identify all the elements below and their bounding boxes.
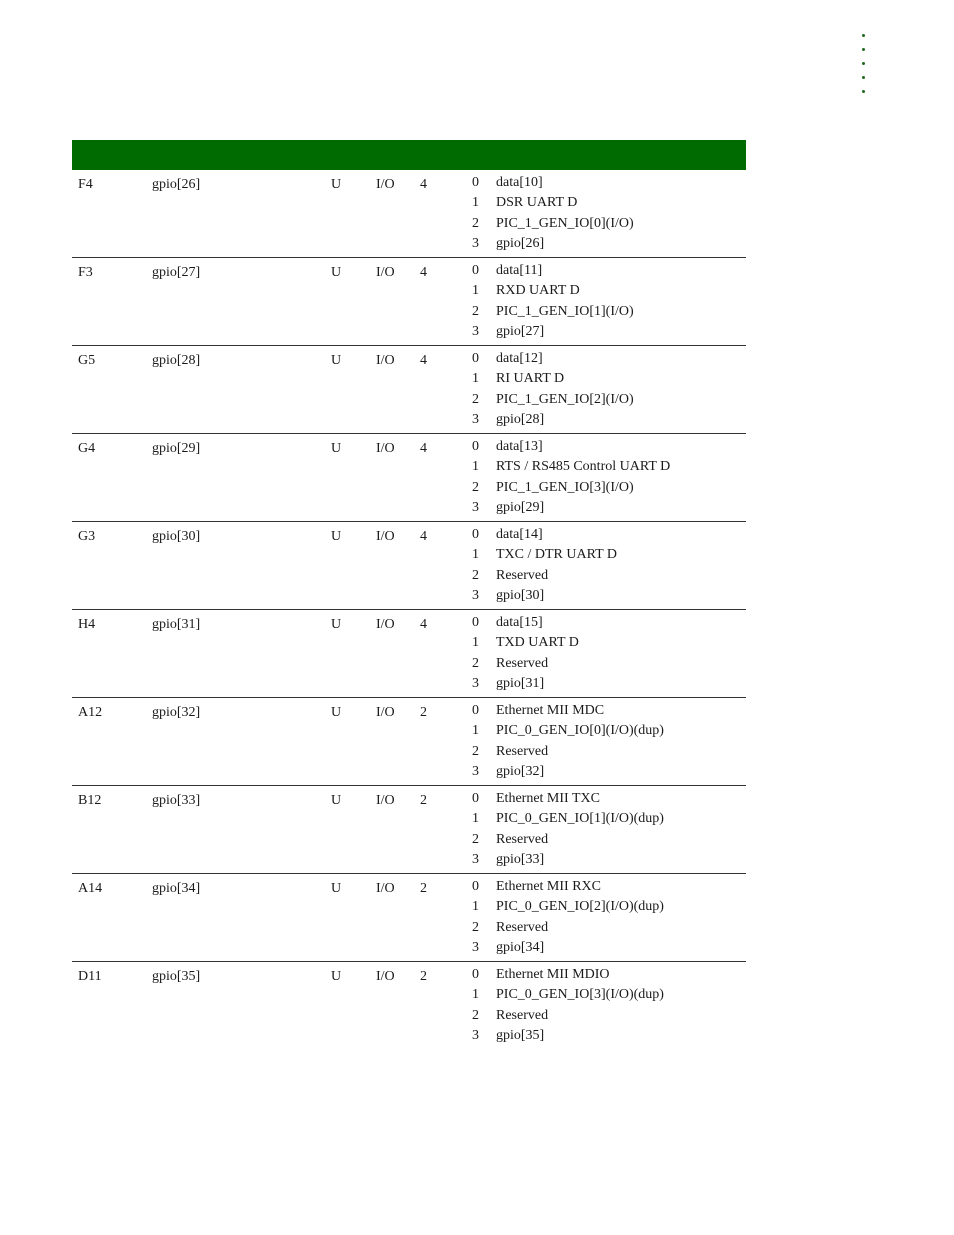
pin-cell: G4 bbox=[78, 441, 96, 456]
mux-description: Ethernet MII TXC bbox=[496, 791, 600, 806]
mux-mode-number: 3 bbox=[472, 939, 479, 955]
mux-mode-number: 2 bbox=[472, 567, 479, 583]
mux-description: gpio[30] bbox=[496, 587, 545, 603]
page-nav-dots bbox=[862, 34, 870, 104]
mux-mode-number: 1 bbox=[472, 899, 479, 915]
pull-cell: U bbox=[331, 705, 342, 720]
mux-mode-number: 3 bbox=[472, 675, 479, 691]
drive-strength-cell: 4 bbox=[420, 441, 427, 456]
signal-name-cell: gpio[29] bbox=[152, 441, 201, 456]
mux-description: Reserved bbox=[496, 743, 549, 759]
mux-mode-number: 0 bbox=[472, 703, 479, 718]
signal-name-cell: gpio[27] bbox=[152, 265, 201, 280]
mux-description: Ethernet MII RXC bbox=[496, 879, 601, 894]
mux-mode-number: 0 bbox=[472, 439, 479, 454]
mux-mode-number: 0 bbox=[472, 527, 479, 542]
table-row bbox=[72, 170, 746, 258]
drive-strength-cell: 2 bbox=[420, 969, 427, 984]
pin-cell: D11 bbox=[78, 969, 102, 984]
mux-mode-number: 1 bbox=[472, 547, 479, 563]
signal-name-cell: gpio[32] bbox=[152, 705, 201, 720]
mux-mode-number: 0 bbox=[472, 879, 479, 894]
mux-mode-number: 2 bbox=[472, 215, 479, 231]
mux-description: PIC_1_GEN_IO[3](I/O) bbox=[496, 479, 634, 495]
drive-strength-cell: 4 bbox=[420, 353, 427, 368]
mux-description: gpio[31] bbox=[496, 675, 545, 691]
mux-mode-number: 0 bbox=[472, 615, 479, 630]
pin-cell: A12 bbox=[78, 705, 103, 720]
nav-dot bbox=[862, 34, 865, 37]
mux-mode-number: 3 bbox=[472, 235, 479, 251]
pin-cell: A14 bbox=[78, 881, 103, 896]
drive-strength-cell: 4 bbox=[420, 617, 427, 632]
mux-description: data[14] bbox=[496, 527, 543, 542]
drive-strength-cell: 2 bbox=[420, 793, 427, 808]
mux-description: data[10] bbox=[496, 175, 543, 190]
mux-mode-number: 2 bbox=[472, 479, 479, 495]
table-row bbox=[72, 962, 746, 1050]
table-row bbox=[72, 346, 746, 434]
mux-mode-number: 2 bbox=[472, 391, 479, 407]
nav-dot bbox=[862, 62, 865, 65]
pull-cell: U bbox=[331, 529, 342, 544]
mux-description: data[15] bbox=[496, 615, 543, 630]
drive-strength-cell: 4 bbox=[420, 177, 427, 192]
nav-dot bbox=[862, 76, 865, 79]
mux-description: PIC_0_GEN_IO[2](I/O)(dup) bbox=[496, 899, 664, 915]
mux-description: gpio[27] bbox=[496, 323, 545, 339]
mux-description: PIC_0_GEN_IO[3](I/O)(dup) bbox=[496, 987, 664, 1003]
signal-name-cell: gpio[31] bbox=[152, 617, 201, 632]
mux-mode-number: 1 bbox=[472, 987, 479, 1003]
mux-mode-number: 3 bbox=[472, 323, 479, 339]
mux-mode-number: 0 bbox=[472, 791, 479, 806]
direction-cell: I/O bbox=[376, 705, 395, 720]
signal-name-cell: gpio[35] bbox=[152, 969, 201, 984]
mux-description: gpio[32] bbox=[496, 763, 545, 779]
mux-description: RTS / RS485 Control UART D bbox=[496, 459, 671, 475]
mux-mode-number: 2 bbox=[472, 743, 479, 759]
pull-cell: U bbox=[331, 441, 342, 456]
mux-mode-number: 2 bbox=[472, 1007, 479, 1023]
table-row bbox=[72, 258, 746, 346]
pin-cell: F3 bbox=[78, 265, 93, 280]
pin-cell: G3 bbox=[78, 529, 96, 544]
mux-description: gpio[35] bbox=[496, 1027, 545, 1043]
mux-description: Reserved bbox=[496, 655, 549, 671]
table-row bbox=[72, 786, 746, 874]
pull-cell: U bbox=[331, 353, 342, 368]
mux-mode-number: 3 bbox=[472, 1027, 479, 1043]
mux-description: PIC_1_GEN_IO[2](I/O) bbox=[496, 391, 634, 407]
direction-cell: I/O bbox=[376, 881, 395, 896]
mux-description: Reserved bbox=[496, 567, 549, 583]
mux-description: TXC / DTR UART D bbox=[496, 547, 618, 563]
signal-name-cell: gpio[33] bbox=[152, 793, 201, 808]
mux-description: gpio[26] bbox=[496, 235, 545, 251]
mux-description: data[11] bbox=[496, 263, 543, 278]
mux-mode-number: 3 bbox=[472, 499, 479, 515]
mux-description: gpio[34] bbox=[496, 939, 545, 955]
mux-mode-number: 2 bbox=[472, 303, 479, 319]
pull-cell: U bbox=[331, 177, 342, 192]
table-row bbox=[72, 610, 746, 698]
mux-description: PIC_0_GEN_IO[1](I/O)(dup) bbox=[496, 811, 664, 827]
mux-mode-number: 2 bbox=[472, 655, 479, 671]
signal-name-cell: gpio[26] bbox=[152, 177, 201, 192]
mux-description: Ethernet MII MDC bbox=[496, 703, 605, 718]
mux-mode-number: 3 bbox=[472, 411, 479, 427]
mux-description: Reserved bbox=[496, 919, 549, 935]
mux-description: PIC_1_GEN_IO[0](I/O) bbox=[496, 215, 634, 231]
mux-mode-number: 2 bbox=[472, 831, 479, 847]
mux-mode-number: 0 bbox=[472, 351, 479, 366]
mux-description: DSR UART D bbox=[496, 195, 578, 211]
drive-strength-cell: 4 bbox=[420, 529, 427, 544]
direction-cell: I/O bbox=[376, 177, 395, 192]
mux-description: TXD UART D bbox=[496, 635, 579, 651]
mux-description: Reserved bbox=[496, 1007, 549, 1023]
signal-name-cell: gpio[28] bbox=[152, 353, 201, 368]
direction-cell: I/O bbox=[376, 617, 395, 632]
mux-mode-number: 2 bbox=[472, 919, 479, 935]
table-row bbox=[72, 522, 746, 610]
table-row bbox=[72, 434, 746, 522]
mux-mode-number: 1 bbox=[472, 283, 479, 299]
mux-mode-number: 1 bbox=[472, 635, 479, 651]
pull-cell: U bbox=[331, 969, 342, 984]
mux-mode-number: 3 bbox=[472, 763, 479, 779]
drive-strength-cell: 4 bbox=[420, 265, 427, 280]
gpio-pin-table bbox=[72, 170, 746, 1050]
drive-strength-cell: 2 bbox=[420, 881, 427, 896]
direction-cell: I/O bbox=[376, 969, 395, 984]
pull-cell: U bbox=[331, 617, 342, 632]
direction-cell: I/O bbox=[376, 529, 395, 544]
table-row bbox=[72, 874, 746, 962]
pin-cell: B12 bbox=[78, 793, 102, 808]
table-row bbox=[72, 698, 746, 786]
mux-mode-number: 1 bbox=[472, 371, 479, 387]
pin-cell: H4 bbox=[78, 617, 96, 632]
mux-mode-number: 3 bbox=[472, 851, 479, 867]
direction-cell: I/O bbox=[376, 353, 395, 368]
direction-cell: I/O bbox=[376, 441, 395, 456]
drive-strength-cell: 2 bbox=[420, 705, 427, 720]
mux-description: PIC_0_GEN_IO[0](I/O)(dup) bbox=[496, 723, 664, 739]
mux-description: gpio[33] bbox=[496, 851, 545, 867]
pull-cell: U bbox=[331, 793, 342, 808]
mux-mode-number: 1 bbox=[472, 459, 479, 475]
mux-description: gpio[28] bbox=[496, 411, 545, 427]
mux-mode-number: 0 bbox=[472, 175, 479, 190]
signal-name-cell: gpio[30] bbox=[152, 529, 201, 544]
signal-name-cell: gpio[34] bbox=[152, 881, 201, 896]
mux-description: gpio[29] bbox=[496, 499, 545, 515]
mux-description: data[12] bbox=[496, 351, 543, 366]
mux-mode-number: 1 bbox=[472, 811, 479, 827]
pin-cell: F4 bbox=[78, 177, 93, 192]
mux-mode-number: 0 bbox=[472, 967, 479, 982]
mux-description: RI UART D bbox=[496, 371, 565, 387]
pull-cell: U bbox=[331, 881, 342, 896]
direction-cell: I/O bbox=[376, 793, 395, 808]
mux-mode-number: 1 bbox=[472, 723, 479, 739]
mux-description: Ethernet MII MDIO bbox=[496, 967, 610, 982]
nav-dot bbox=[862, 90, 865, 93]
mux-description: RXD UART D bbox=[496, 283, 580, 299]
table-header-bar bbox=[72, 140, 746, 170]
mux-description: data[13] bbox=[496, 439, 543, 454]
nav-dot bbox=[862, 48, 865, 51]
direction-cell: I/O bbox=[376, 265, 395, 280]
mux-mode-number: 3 bbox=[472, 587, 479, 603]
mux-description: PIC_1_GEN_IO[1](I/O) bbox=[496, 303, 634, 319]
pull-cell: U bbox=[331, 265, 342, 280]
mux-description: Reserved bbox=[496, 831, 549, 847]
pin-cell: G5 bbox=[78, 353, 96, 368]
mux-mode-number: 0 bbox=[472, 263, 479, 278]
mux-mode-number: 1 bbox=[472, 195, 479, 211]
